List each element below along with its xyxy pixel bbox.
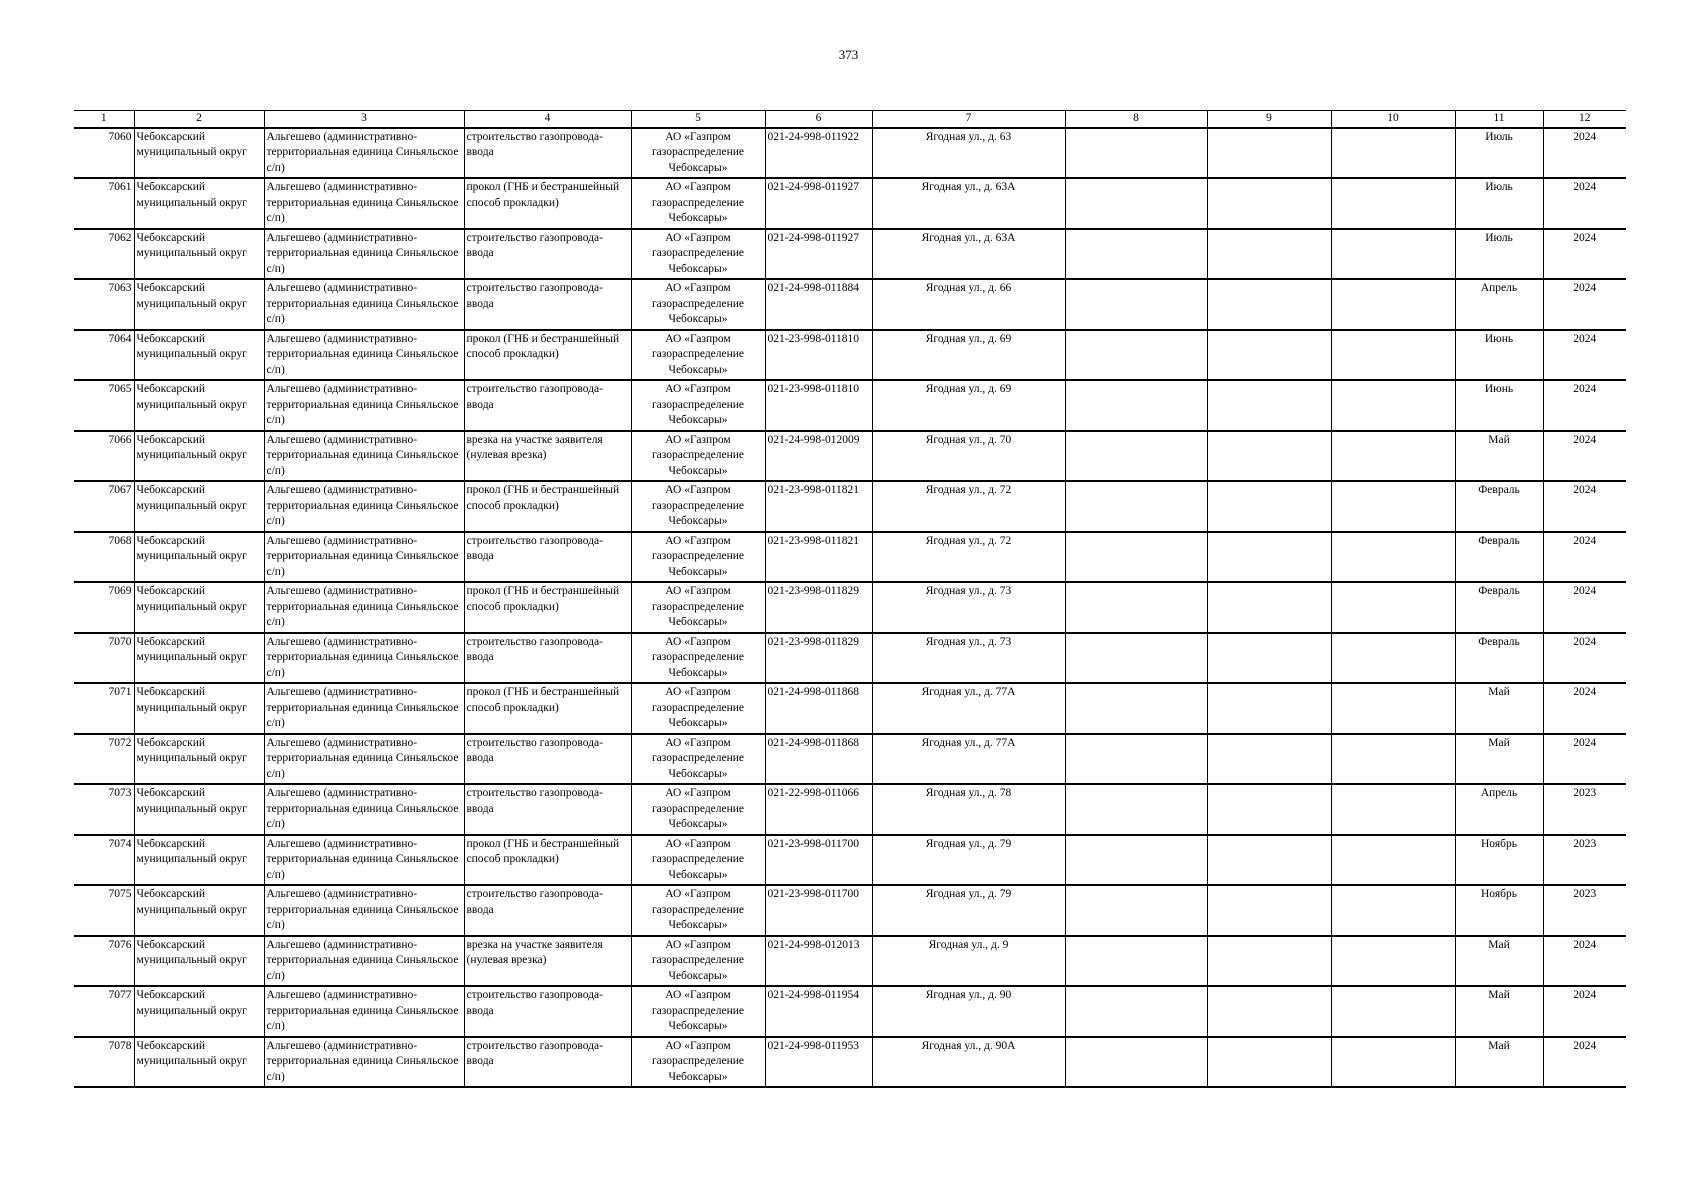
- column-10-cell: [1331, 178, 1455, 229]
- organization-cell: АО «Газпром газораспределение Чебоксары»: [631, 380, 765, 431]
- work-type-cell: строительство газопровода-ввода: [464, 128, 631, 179]
- application-code-cell: 021-24-998-011927: [765, 229, 872, 280]
- settlement-cell: Альгешево (административно-территориальная единица Синьяльское с/п): [264, 633, 464, 684]
- district-cell: Чебоксарский муниципальный округ: [134, 633, 264, 684]
- district-cell: Чебоксарский муниципальный округ: [134, 380, 264, 431]
- year-cell: 2024: [1543, 633, 1626, 684]
- work-type-cell: прокол (ГНБ и бестраншейный способ прокладки): [464, 178, 631, 229]
- column-number-row: [74, 111, 1626, 128]
- column-8-cell: [1065, 431, 1207, 482]
- column-10-cell: [1331, 431, 1455, 482]
- column-header-8: 8: [1065, 111, 1207, 128]
- district-cell: Чебоксарский муниципальный округ: [134, 885, 264, 936]
- column-10-cell: [1331, 330, 1455, 381]
- work-type-cell: прокол (ГНБ и бестраншейный способ прокладки): [464, 582, 631, 633]
- month-cell: Июль: [1455, 229, 1543, 280]
- address-cell: Ягодная ул., д. 72: [872, 532, 1065, 583]
- column-9-cell: [1207, 178, 1331, 229]
- application-code-cell: 021-24-998-011927: [765, 178, 872, 229]
- column-10-cell: [1331, 279, 1455, 330]
- year-cell: 2024: [1543, 683, 1626, 734]
- organization-cell: АО «Газпром газораспределение Чебоксары»: [631, 835, 765, 886]
- organization-cell: АО «Газпром газораспределение Чебоксары»: [631, 986, 765, 1037]
- work-type-cell: строительство газопровода-ввода: [464, 633, 631, 684]
- settlement-cell: Альгешево (административно-территориальная единица Синьяльское с/п): [264, 330, 464, 381]
- row-number-cell: 7077: [74, 986, 134, 1037]
- column-9-cell: [1207, 683, 1331, 734]
- column-10-cell: [1331, 633, 1455, 684]
- year-cell: 2024: [1543, 986, 1626, 1037]
- column-9-cell: [1207, 279, 1331, 330]
- month-cell: Май: [1455, 936, 1543, 987]
- row-number-cell: 7067: [74, 481, 134, 532]
- organization-cell: АО «Газпром газораспределение Чебоксары»: [631, 279, 765, 330]
- work-type-cell: строительство газопровода-ввода: [464, 986, 631, 1037]
- column-header-6: 6: [765, 111, 872, 128]
- registry-table: [74, 110, 1626, 1088]
- table-row: [74, 532, 1626, 583]
- column-9-cell: [1207, 128, 1331, 179]
- column-8-cell: [1065, 885, 1207, 936]
- address-cell: Ягодная ул., д. 69: [872, 380, 1065, 431]
- address-cell: Ягодная ул., д. 9: [872, 936, 1065, 987]
- month-cell: Июнь: [1455, 330, 1543, 381]
- organization-cell: АО «Газпром газораспределение Чебоксары»: [631, 229, 765, 280]
- table-row: [74, 986, 1626, 1037]
- settlement-cell: Альгешево (административно-территориальная единица Синьяльское с/п): [264, 835, 464, 886]
- application-code-cell: 021-24-998-011884: [765, 279, 872, 330]
- row-number-cell: 7060: [74, 128, 134, 179]
- column-8-cell: [1065, 279, 1207, 330]
- district-cell: Чебоксарский муниципальный округ: [134, 683, 264, 734]
- organization-cell: АО «Газпром газораспределение Чебоксары»: [631, 784, 765, 835]
- column-8-cell: [1065, 633, 1207, 684]
- row-number-cell: 7064: [74, 330, 134, 381]
- organization-cell: АО «Газпром газораспределение Чебоксары»: [631, 128, 765, 179]
- column-10-cell: [1331, 683, 1455, 734]
- column-8-cell: [1065, 481, 1207, 532]
- application-code-cell: 021-24-998-011868: [765, 734, 872, 785]
- column-9-cell: [1207, 532, 1331, 583]
- page-number: 373: [838, 47, 859, 62]
- column-9-cell: [1207, 835, 1331, 886]
- district-cell: Чебоксарский муниципальный округ: [134, 986, 264, 1037]
- year-cell: 2023: [1543, 784, 1626, 835]
- column-10-cell: [1331, 835, 1455, 886]
- column-9-cell: [1207, 1037, 1331, 1088]
- column-8-cell: [1065, 1037, 1207, 1088]
- organization-cell: АО «Газпром газораспределение Чебоксары»: [631, 532, 765, 583]
- table-row: [74, 784, 1626, 835]
- table-row: [74, 330, 1626, 381]
- column-9-cell: [1207, 431, 1331, 482]
- table-row: [74, 683, 1626, 734]
- application-code-cell: 021-23-998-011700: [765, 885, 872, 936]
- address-cell: Ягодная ул., д. 90: [872, 986, 1065, 1037]
- work-type-cell: строительство газопровода-ввода: [464, 532, 631, 583]
- column-8-cell: [1065, 330, 1207, 381]
- address-cell: Ягодная ул., д. 63А: [872, 178, 1065, 229]
- application-code-cell: 021-24-998-011868: [765, 683, 872, 734]
- month-cell: Февраль: [1455, 633, 1543, 684]
- settlement-cell: Альгешево (административно-территориальная единица Синьяльское с/п): [264, 986, 464, 1037]
- month-cell: Февраль: [1455, 582, 1543, 633]
- settlement-cell: Альгешево (административно-территориальная единица Синьяльское с/п): [264, 885, 464, 936]
- district-cell: Чебоксарский муниципальный округ: [134, 330, 264, 381]
- settlement-cell: Альгешево (административно-территориальная единица Синьяльское с/п): [264, 431, 464, 482]
- column-10-cell: [1331, 734, 1455, 785]
- application-code-cell: 021-23-998-011821: [765, 481, 872, 532]
- year-cell: 2024: [1543, 178, 1626, 229]
- settlement-cell: Альгешево (административно-территориальная единица Синьяльское с/п): [264, 1037, 464, 1088]
- row-number-cell: 7072: [74, 734, 134, 785]
- row-number-cell: 7073: [74, 784, 134, 835]
- district-cell: Чебоксарский муниципальный округ: [134, 734, 264, 785]
- column-8-cell: [1065, 936, 1207, 987]
- column-9-cell: [1207, 936, 1331, 987]
- district-cell: Чебоксарский муниципальный округ: [134, 532, 264, 583]
- application-code-cell: 021-23-998-011829: [765, 582, 872, 633]
- column-9-cell: [1207, 734, 1331, 785]
- month-cell: Июль: [1455, 178, 1543, 229]
- district-cell: Чебоксарский муниципальный округ: [134, 1037, 264, 1088]
- table-row: [74, 178, 1626, 229]
- table-row: [74, 431, 1626, 482]
- organization-cell: АО «Газпром газораспределение Чебоксары»: [631, 582, 765, 633]
- address-cell: Ягодная ул., д. 73: [872, 582, 1065, 633]
- month-cell: Апрель: [1455, 784, 1543, 835]
- column-9-cell: [1207, 380, 1331, 431]
- row-number-cell: 7070: [74, 633, 134, 684]
- settlement-cell: Альгешево (административно-территориальная единица Синьяльское с/п): [264, 683, 464, 734]
- column-header-10: 10: [1331, 111, 1455, 128]
- column-9-cell: [1207, 784, 1331, 835]
- column-9-cell: [1207, 582, 1331, 633]
- work-type-cell: строительство газопровода-ввода: [464, 734, 631, 785]
- year-cell: 2024: [1543, 532, 1626, 583]
- row-number-cell: 7061: [74, 178, 134, 229]
- column-header-12: 12: [1543, 111, 1626, 128]
- settlement-cell: Альгешево (административно-территориальная единица Синьяльское с/п): [264, 936, 464, 987]
- year-cell: 2024: [1543, 1037, 1626, 1088]
- work-type-cell: строительство газопровода-ввода: [464, 784, 631, 835]
- column-header-4: 4: [464, 111, 631, 128]
- column-8-cell: [1065, 986, 1207, 1037]
- month-cell: Ноябрь: [1455, 835, 1543, 886]
- organization-cell: АО «Газпром газораспределение Чебоксары»: [631, 734, 765, 785]
- row-number-cell: 7063: [74, 279, 134, 330]
- work-type-cell: врезка на участке заявителя (нулевая врезка): [464, 431, 631, 482]
- work-type-cell: прокол (ГНБ и бестраншейный способ прокладки): [464, 330, 631, 381]
- year-cell: 2023: [1543, 835, 1626, 886]
- month-cell: Май: [1455, 734, 1543, 785]
- column-10-cell: [1331, 481, 1455, 532]
- application-code-cell: 021-23-998-011821: [765, 532, 872, 583]
- work-type-cell: строительство газопровода-ввода: [464, 885, 631, 936]
- year-cell: 2023: [1543, 885, 1626, 936]
- district-cell: Чебоксарский муниципальный округ: [134, 835, 264, 886]
- district-cell: Чебоксарский муниципальный округ: [134, 279, 264, 330]
- column-8-cell: [1065, 128, 1207, 179]
- table-body: [74, 128, 1626, 1088]
- organization-cell: АО «Газпром газораспределение Чебоксары»: [631, 633, 765, 684]
- district-cell: Чебоксарский муниципальный округ: [134, 229, 264, 280]
- application-code-cell: 021-24-998-011922: [765, 128, 872, 179]
- work-type-cell: строительство газопровода-ввода: [464, 1037, 631, 1088]
- row-number-cell: 7069: [74, 582, 134, 633]
- row-number-cell: 7071: [74, 683, 134, 734]
- year-cell: 2024: [1543, 734, 1626, 785]
- address-cell: Ягодная ул., д. 77А: [872, 683, 1065, 734]
- column-9-cell: [1207, 330, 1331, 381]
- month-cell: Ноябрь: [1455, 885, 1543, 936]
- settlement-cell: Альгешево (административно-территориальная единица Синьяльское с/п): [264, 734, 464, 785]
- settlement-cell: Альгешево (административно-территориальная единица Синьяльское с/п): [264, 178, 464, 229]
- column-9-cell: [1207, 481, 1331, 532]
- table-row: [74, 734, 1626, 785]
- row-number-cell: 7078: [74, 1037, 134, 1088]
- work-type-cell: строительство газопровода-ввода: [464, 380, 631, 431]
- table-row: [74, 835, 1626, 886]
- organization-cell: АО «Газпром газораспределение Чебоксары»: [631, 330, 765, 381]
- organization-cell: АО «Газпром газораспределение Чебоксары»: [631, 683, 765, 734]
- row-number-cell: 7068: [74, 532, 134, 583]
- month-cell: Февраль: [1455, 532, 1543, 583]
- settlement-cell: Альгешево (административно-территориальная единица Синьяльское с/п): [264, 229, 464, 280]
- table-row: [74, 936, 1626, 987]
- district-cell: Чебоксарский муниципальный округ: [134, 936, 264, 987]
- row-number-cell: 7062: [74, 229, 134, 280]
- month-cell: Июнь: [1455, 380, 1543, 431]
- year-cell: 2024: [1543, 582, 1626, 633]
- address-cell: Ягодная ул., д. 90А: [872, 1037, 1065, 1088]
- settlement-cell: Альгешево (административно-территориальная единица Синьяльское с/п): [264, 128, 464, 179]
- column-10-cell: [1331, 229, 1455, 280]
- table-row: [74, 1037, 1626, 1088]
- year-cell: 2024: [1543, 481, 1626, 532]
- month-cell: Февраль: [1455, 481, 1543, 532]
- district-cell: Чебоксарский муниципальный округ: [134, 582, 264, 633]
- work-type-cell: строительство газопровода-ввода: [464, 279, 631, 330]
- column-9-cell: [1207, 229, 1331, 280]
- column-10-cell: [1331, 582, 1455, 633]
- settlement-cell: Альгешево (административно-территориальная единица Синьяльское с/п): [264, 380, 464, 431]
- column-9-cell: [1207, 885, 1331, 936]
- row-number-cell: 7065: [74, 380, 134, 431]
- organization-cell: АО «Газпром газораспределение Чебоксары»: [631, 936, 765, 987]
- column-10-cell: [1331, 380, 1455, 431]
- column-header-1: 1: [74, 111, 134, 128]
- application-code-cell: 021-24-998-012009: [765, 431, 872, 482]
- column-10-cell: [1331, 936, 1455, 987]
- table-row: [74, 633, 1626, 684]
- district-cell: Чебоксарский муниципальный округ: [134, 128, 264, 179]
- column-10-cell: [1331, 1037, 1455, 1088]
- row-number-cell: 7074: [74, 835, 134, 886]
- column-8-cell: [1065, 532, 1207, 583]
- address-cell: Ягодная ул., д. 66: [872, 279, 1065, 330]
- organization-cell: АО «Газпром газораспределение Чебоксары»: [631, 885, 765, 936]
- application-code-cell: 021-23-998-011810: [765, 380, 872, 431]
- application-code-cell: 021-22-998-011066: [765, 784, 872, 835]
- settlement-cell: Альгешево (административно-территориальная единица Синьяльское с/п): [264, 532, 464, 583]
- address-cell: Ягодная ул., д. 69: [872, 330, 1065, 381]
- table-row: [74, 128, 1626, 179]
- work-type-cell: прокол (ГНБ и бестраншейный способ прокладки): [464, 481, 631, 532]
- work-type-cell: прокол (ГНБ и бестраншейный способ прокладки): [464, 835, 631, 886]
- application-code-cell: 021-24-998-011954: [765, 986, 872, 1037]
- year-cell: 2024: [1543, 229, 1626, 280]
- address-cell: Ягодная ул., д. 63А: [872, 229, 1065, 280]
- row-number-cell: 7075: [74, 885, 134, 936]
- month-cell: Май: [1455, 683, 1543, 734]
- column-10-cell: [1331, 532, 1455, 583]
- column-8-cell: [1065, 582, 1207, 633]
- column-10-cell: [1331, 128, 1455, 179]
- address-cell: Ягодная ул., д. 79: [872, 885, 1065, 936]
- table-row: [74, 481, 1626, 532]
- table-row: [74, 380, 1626, 431]
- column-8-cell: [1065, 784, 1207, 835]
- year-cell: 2024: [1543, 330, 1626, 381]
- row-number-cell: 7066: [74, 431, 134, 482]
- organization-cell: АО «Газпром газораспределение Чебоксары»: [631, 481, 765, 532]
- column-header-3: 3: [264, 111, 464, 128]
- month-cell: Июль: [1455, 128, 1543, 179]
- address-cell: Ягодная ул., д. 78: [872, 784, 1065, 835]
- table-row: [74, 885, 1626, 936]
- column-9-cell: [1207, 986, 1331, 1037]
- month-cell: Апрель: [1455, 279, 1543, 330]
- month-cell: Май: [1455, 1037, 1543, 1088]
- year-cell: 2024: [1543, 380, 1626, 431]
- address-cell: Ягодная ул., д. 73: [872, 633, 1065, 684]
- column-10-cell: [1331, 986, 1455, 1037]
- address-cell: Ягодная ул., д. 79: [872, 835, 1065, 886]
- application-code-cell: 021-24-998-011953: [765, 1037, 872, 1088]
- organization-cell: АО «Газпром газораспределение Чебоксары»: [631, 431, 765, 482]
- table-row: [74, 229, 1626, 280]
- year-cell: 2024: [1543, 279, 1626, 330]
- table-row: [74, 582, 1626, 633]
- column-header-9: 9: [1207, 111, 1331, 128]
- month-cell: Май: [1455, 431, 1543, 482]
- address-cell: Ягодная ул., д. 77А: [872, 734, 1065, 785]
- address-cell: Ягодная ул., д. 72: [872, 481, 1065, 532]
- column-10-cell: [1331, 885, 1455, 936]
- application-code-cell: 021-24-998-012013: [765, 936, 872, 987]
- month-cell: Май: [1455, 986, 1543, 1037]
- year-cell: 2024: [1543, 936, 1626, 987]
- address-cell: Ягодная ул., д. 70: [872, 431, 1065, 482]
- district-cell: Чебоксарский муниципальный округ: [134, 431, 264, 482]
- table-row: [74, 279, 1626, 330]
- column-8-cell: [1065, 683, 1207, 734]
- column-header-7: 7: [872, 111, 1065, 128]
- application-code-cell: 021-23-998-011829: [765, 633, 872, 684]
- column-8-cell: [1065, 178, 1207, 229]
- column-8-cell: [1065, 734, 1207, 785]
- column-10-cell: [1331, 784, 1455, 835]
- column-8-cell: [1065, 380, 1207, 431]
- work-type-cell: прокол (ГНБ и бестраншейный способ прокладки): [464, 683, 631, 734]
- application-code-cell: 021-23-998-011700: [765, 835, 872, 886]
- settlement-cell: Альгешево (административно-территориальная единица Синьяльское с/п): [264, 784, 464, 835]
- year-cell: 2024: [1543, 431, 1626, 482]
- column-8-cell: [1065, 229, 1207, 280]
- column-header-5: 5: [631, 111, 765, 128]
- organization-cell: АО «Газпром газораспределение Чебоксары»: [631, 178, 765, 229]
- settlement-cell: Альгешево (административно-территориальная единица Синьяльское с/п): [264, 481, 464, 532]
- column-header-2: 2: [134, 111, 264, 128]
- settlement-cell: Альгешево (административно-территориальная единица Синьяльское с/п): [264, 279, 464, 330]
- district-cell: Чебоксарский муниципальный округ: [134, 784, 264, 835]
- application-code-cell: 021-23-998-011810: [765, 330, 872, 381]
- work-type-cell: строительство газопровода-ввода: [464, 229, 631, 280]
- organization-cell: АО «Газпром газораспределение Чебоксары»: [631, 1037, 765, 1088]
- column-8-cell: [1065, 835, 1207, 886]
- settlement-cell: Альгешево (административно-территориальная единица Синьяльское с/п): [264, 582, 464, 633]
- row-number-cell: 7076: [74, 936, 134, 987]
- column-header-11: 11: [1455, 111, 1543, 128]
- district-cell: Чебоксарский муниципальный округ: [134, 481, 264, 532]
- district-cell: Чебоксарский муниципальный округ: [134, 178, 264, 229]
- year-cell: 2024: [1543, 128, 1626, 179]
- address-cell: Ягодная ул., д. 63: [872, 128, 1065, 179]
- column-9-cell: [1207, 633, 1331, 684]
- work-type-cell: врезка на участке заявителя (нулевая врезка): [464, 936, 631, 987]
